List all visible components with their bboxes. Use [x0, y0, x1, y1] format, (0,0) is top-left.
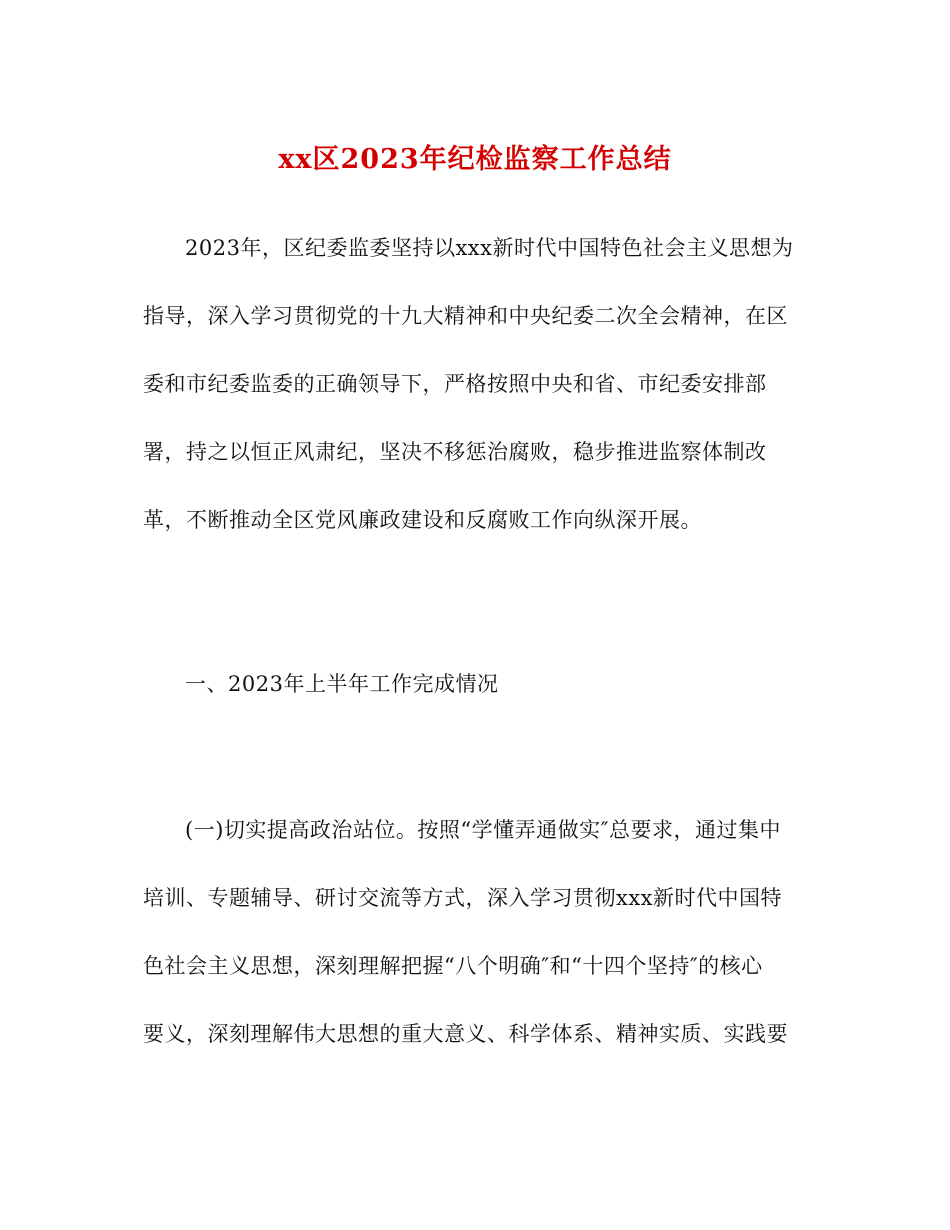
text-line: 培训、专题辅导、研讨交流等方式，深入学习贯彻xxx新时代中国特 [143, 886, 783, 910]
text-line: 指导，深入学习贯彻党的十九大精神和中央纪委二次全会精神，在区 [143, 304, 788, 328]
subsection-paragraph [143, 796, 807, 1068]
text-line: (一)切实提高政治站位。按照“学懂弄通做实″总要求，通过集中 [185, 818, 781, 842]
text-line: 革，不断推动全区党风廉政建设和反腐败工作向纵深开展。 [143, 508, 702, 532]
section-heading-text: 一、2023年上半年工作完成情况 [185, 672, 499, 696]
text-line: 委和市纪委监委的正确领导下，严格按照中央和省、市纪委安排部 [143, 372, 767, 396]
document-title: xx区2023年纪检监察工作总结 [278, 144, 672, 175]
section-heading [143, 650, 807, 718]
intro-paragraph [143, 214, 807, 554]
text-line: 2023年，区纪委监委坚持以xxx新时代中国特色社会主义思想为 [185, 236, 794, 260]
text-line: 要义，深刻理解伟大思想的重大意义、科学体系、精神实质、实践要 [143, 1022, 788, 1046]
text-line: 色社会主义思想，深刻理解把握“八个明确″和“十四个坚持″的核心 [143, 954, 763, 978]
text-line: 署，持之以恒正风肃纪，坚决不移惩治腐败，稳步推进监察体制改 [143, 440, 767, 464]
